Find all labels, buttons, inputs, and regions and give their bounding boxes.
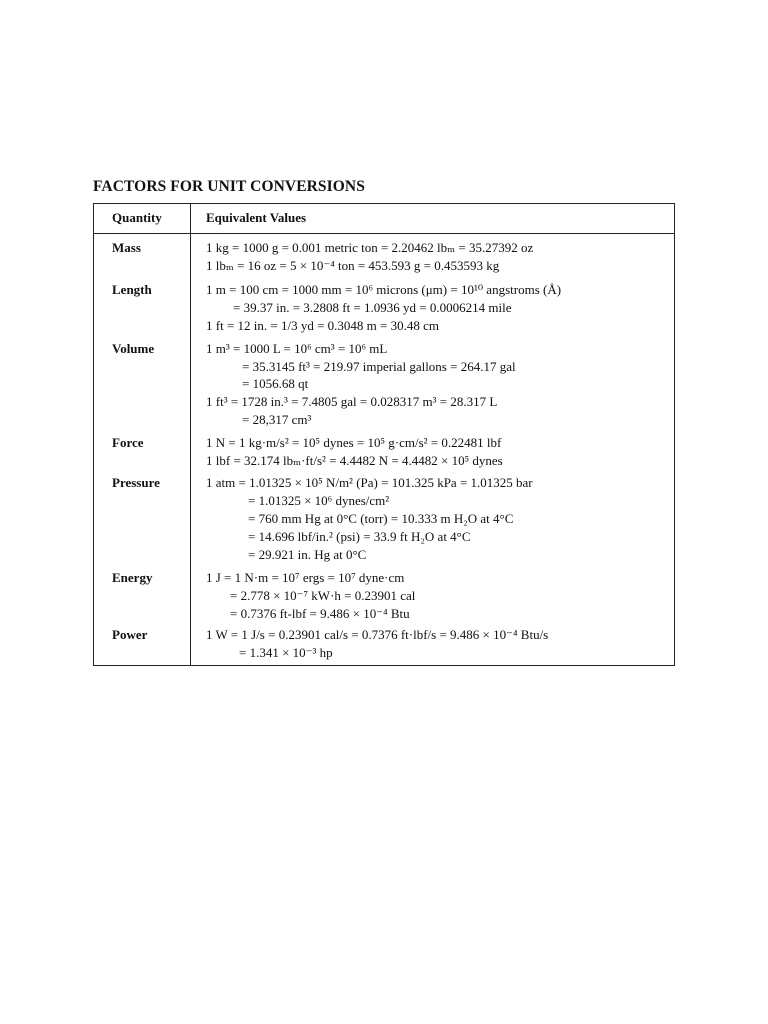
- value-line: = 760 mm Hg at 0°C (torr) = 10.333 m H₂O at 4°C: [248, 511, 514, 526]
- quantity-label-volume: Volume: [112, 341, 155, 356]
- page-title: FACTORS FOR UNIT CONVERSIONS: [93, 178, 365, 195]
- quantity-label-mass: Mass: [112, 240, 141, 255]
- value-line: = 2.778 × 10⁻⁷ kW·h = 0.23901 cal: [230, 588, 416, 603]
- value-line: 1 m³ = 1000 L = 10⁶ cm³ = 10⁶ mL: [206, 341, 388, 356]
- equivalent-values-header: Equivalent Values: [206, 210, 307, 225]
- header-divider: [94, 233, 674, 234]
- value-line: 1 lbf = 32.174 lbₘ·ft/s² = 4.4482 N = 4.4482 × 10⁵ dynes: [206, 453, 503, 468]
- value-line: 1 ft = 12 in. = 1/3 yd = 0.3048 m = 30.48 cm: [206, 318, 439, 333]
- quantity-header: Quantity: [112, 210, 162, 225]
- value-line: 1 J = 1 N·m = 10⁷ ergs = 10⁷ dyne·cm: [206, 570, 405, 585]
- value-line: = 39.37 in. = 3.2808 ft = 1.0936 yd = 0.0006214 mile: [233, 300, 512, 315]
- value-line: = 1.341 × 10⁻³ hp: [239, 645, 333, 660]
- value-line: = 14.696 lbf/in.² (psi) = 33.9 ft H₂O at 4°C: [248, 529, 471, 544]
- value-line: 1 kg = 1000 g = 0.001 metric ton = 2.20462 lbₘ = 35.27392 oz: [206, 240, 534, 255]
- quantity-label-length: Length: [112, 282, 152, 297]
- column-divider: [190, 204, 191, 665]
- value-line: 1 N = 1 kg·m/s² = 10⁵ dynes = 10⁵ g·cm/s² = 0.22481 lbf: [206, 435, 502, 450]
- value-line: = 35.3145 ft³ = 219.97 imperial gallons = 264.17 gal: [242, 359, 516, 374]
- value-line: 1 lbₘ = 16 oz = 5 × 10⁻⁴ ton = 453.593 g = 0.453593 kg: [206, 258, 500, 273]
- value-line: 1 m = 100 cm = 1000 mm = 10⁶ microns (μm) = 10¹⁰ angstroms (Å): [206, 282, 562, 297]
- value-line: 1 W = 1 J/s = 0.23901 cal/s = 0.7376 ft·lbf/s = 9.486 × 10⁻⁴ Btu/s: [206, 627, 549, 642]
- value-line: = 0.7376 ft-lbf = 9.486 × 10⁻⁴ Btu: [230, 606, 410, 621]
- quantity-label-force: Force: [112, 435, 144, 450]
- quantity-label-energy: Energy: [112, 570, 153, 585]
- value-line: 1 atm = 1.01325 × 10⁵ N/m² (Pa) = 101.325 kPa = 1.01325 bar: [206, 475, 533, 490]
- value-line: 1 ft³ = 1728 in.³ = 7.4805 gal = 0.028317 m³ = 28.317 L: [206, 394, 498, 409]
- conversion-table: [93, 203, 675, 666]
- value-line: = 29.921 in. Hg at 0°C: [248, 547, 367, 562]
- value-line: = 1056.68 qt: [242, 376, 309, 391]
- quantity-label-power: Power: [112, 627, 148, 642]
- value-line: = 28,317 cm³: [242, 412, 312, 427]
- value-line: = 1.01325 × 10⁶ dynes/cm²: [248, 493, 390, 508]
- quantity-label-pressure: Pressure: [112, 475, 160, 490]
